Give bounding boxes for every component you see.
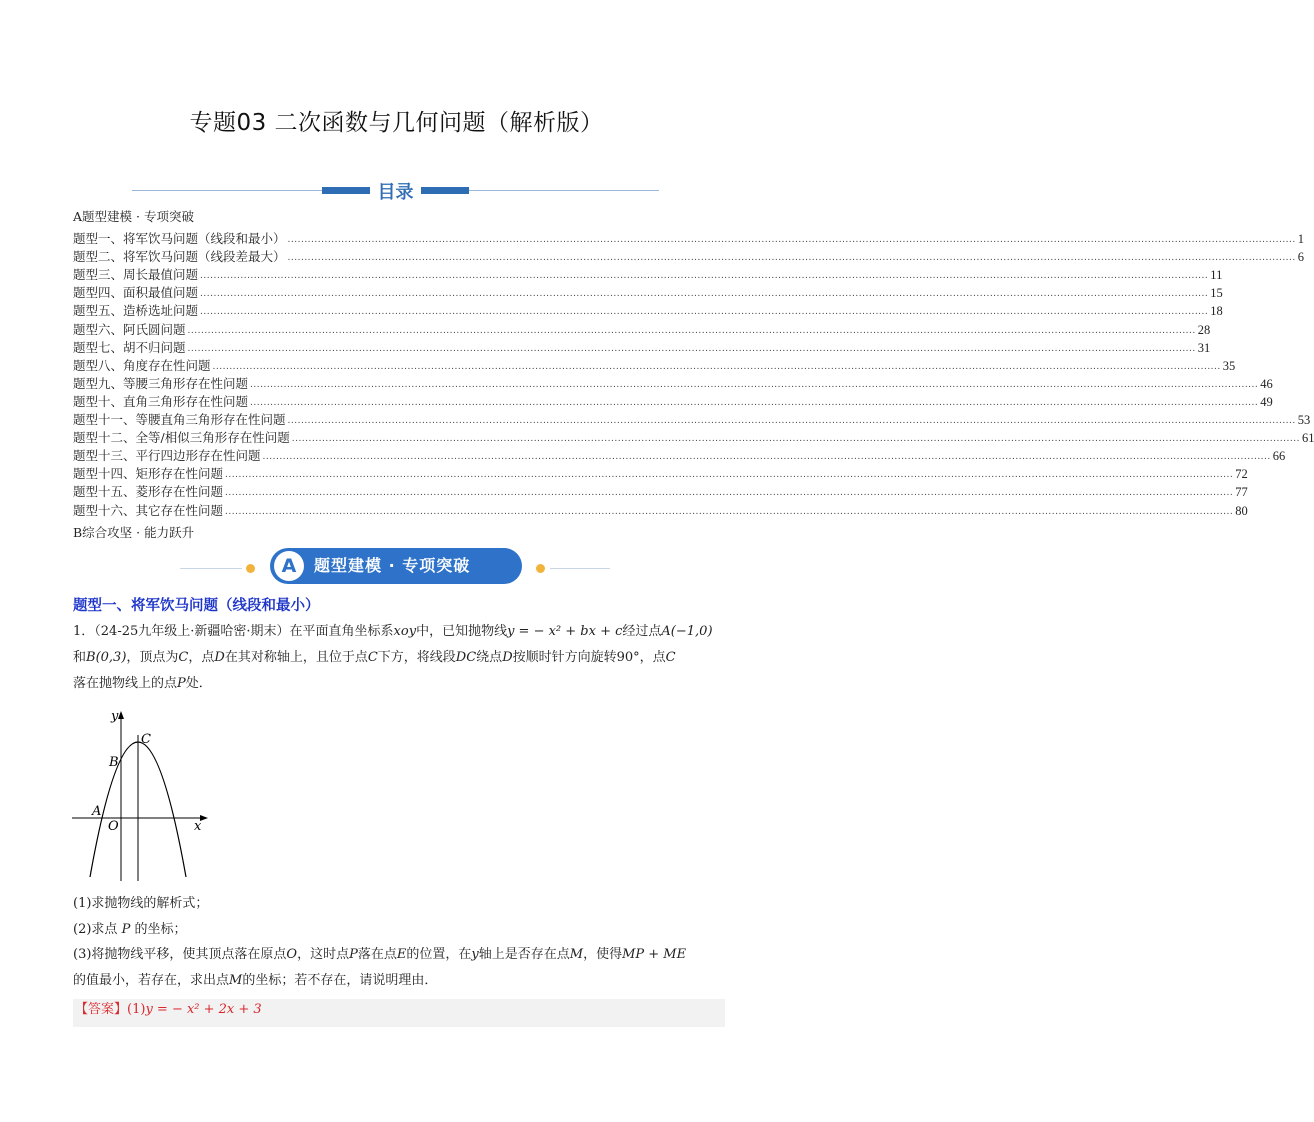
toc-entry-label: 题型五、造桥选址问题 [73,303,199,319]
question-text: (3)将抛物线平移，使其顶点落在原点 [73,947,287,962]
toc-entry[interactable] [73,301,1223,319]
toc-entry[interactable] [73,319,1211,337]
toc-dot-leader: ............................................................................................................................................................................................................................................................................................................ [225,506,1234,517]
toc-entry[interactable] [73,356,1236,374]
question-text: 的坐标； [130,922,187,937]
problem-source: （24-25九年级上·新疆哈密·期末） [94,624,290,639]
toc-dot-leader: ............................................................................................................................................................................................................................................................................................................ [200,271,1209,282]
toc-dot-leader: ............................................................................................................................................................................................................................................................................................................ [291,434,1300,445]
math-p: P [349,947,358,962]
problem-text: ，顶点为 [126,650,179,665]
problem-text: 下方，将线段 [377,650,456,665]
problem-text: ，点 [188,650,215,665]
toc-entry-label: 题型四、面积最值问题 [73,285,199,301]
toc-dot-leader: ............................................................................................................................................................................................................................................................................................................ [225,470,1234,481]
banner-line-left [180,568,242,569]
section-a-label: A题型建模 · 专项突破 [73,209,194,224]
toc-entry-page: 49 [1260,394,1273,409]
question-text: (2)求点 [73,922,122,937]
toc-dot-leader: ............................................................................................................................................................................................................................................................................................................ [287,416,1296,427]
type-heading: 题型一、将军饮马问题（线段和最小） [73,598,320,614]
toc-dot-leader: ............................................................................................................................................................................................................................................................................................................ [262,452,1271,463]
toc-entry-page: 35 [1222,358,1236,373]
question-text: 落在点 [357,947,397,962]
answer-box [73,999,725,1027]
math-xoy: xoy [393,624,417,639]
page-title: 专题03 二次函数与几何问题（解析版） [189,110,604,136]
toc-entry-page: 46 [1260,376,1273,391]
section-b-label: B综合攻坚 · 能力跃升 [73,525,195,540]
problem-text: 处． [185,676,212,691]
toc-entry-page: 1 [1297,232,1305,247]
question-2 [73,918,186,937]
toc-entry[interactable] [73,410,1311,428]
question-text: 轴上是否存在点 [478,947,570,962]
math-e: E [396,947,407,962]
toc-entry-page: 77 [1235,485,1248,500]
label-o: O [108,819,119,834]
math-p: P [121,922,131,937]
problem-statement [73,619,723,697]
toc-dot-leader: ............................................................................................................................................................................................................................................................................................................ [250,379,1259,390]
answer-label: 【答案】 [75,1002,128,1017]
math-p: P [177,676,186,691]
toc-dot-leader: ............................................................................................................................................................................................................................................................................................................ [225,488,1234,499]
math-y: y [471,947,479,962]
math-d: D [502,650,513,665]
problem-text: 在其对称轴上，且位于点 [224,650,368,665]
toc-entry[interactable] [73,283,1223,301]
toc-entry-label: 题型十一、等腰直角三角形存在性问题 [73,412,286,428]
toc-entry-page: 15 [1210,286,1223,301]
problem-number: 1． [73,624,95,639]
toc-entry-page: 31 [1197,340,1211,355]
toc-entry[interactable] [73,247,1305,265]
label-b: B [109,755,119,770]
toc-entry-page: 18 [1210,304,1223,319]
toc-entry-label: 题型九、等腰三角形存在性问题 [73,375,249,391]
math-point-a: A(−1,0) [661,624,713,639]
math-d: D [214,650,225,665]
toc-entry-label: 题型二、将军饮马问题（线段差最大） [73,249,286,265]
toc-entry-label: 题型十五、菱形存在性问题 [73,484,224,500]
question-text: ，使得 [583,947,623,962]
toc-entry-page: 28 [1197,322,1211,337]
question-3 [73,942,723,994]
math-m: M [569,947,584,962]
label-c: C [141,732,151,747]
toc-entry-page: 61 [1301,431,1314,446]
banner-line-right [550,568,610,569]
problem-text: 按顺时针方向旋转90°，点 [512,650,666,665]
banner-text: 题型建模 · 专项突破 [314,556,471,575]
toc-entry-label: 题型三、周长最值问题 [73,267,199,283]
toc-entry-label: 题型七、胡不归问题 [73,339,186,355]
toc-dot-leader: ............................................................................................................................................................................................................................................................................................................ [187,343,1196,354]
y-axis-arrow-icon [118,711,124,719]
toc-entry[interactable] [73,482,1248,500]
question-text: 的坐标；若不存在，请说明理由． [242,973,438,988]
toc-heading [132,178,659,202]
math-dc: DC [455,650,477,665]
toc-entry-page: 53 [1297,413,1311,428]
label-y: y [111,709,119,724]
toc-entry-label: 题型十、直角三角形存在性问题 [73,393,249,409]
toc-entry-label: 题型十三、平行四边形存在性问题 [73,448,261,464]
banner-letter: A [274,551,304,581]
problem-text: 绕点 [476,650,503,665]
answer-expression: y = − x² + 2x + 3 [145,1002,262,1017]
question-text: 的值最小，若存在，求出点 [73,973,230,988]
problem-text: 中，已知抛物线 [416,624,508,639]
toc-entry-page: 6 [1297,250,1305,265]
toc-entry[interactable] [73,392,1273,410]
problem-text: 和 [73,650,87,665]
toc-entry[interactable] [73,500,1248,518]
toc-dot-leader: ............................................................................................................................................................................................................................................................................................................ [200,289,1209,300]
toc-entry-label: 题型八、角度存在性问题 [73,357,211,373]
toc-entry-page: 11 [1210,268,1223,283]
toc-dot-leader: ............................................................................................................................................................................................................................................................................................................ [287,253,1296,264]
parabola-graph [70,705,210,885]
label-a: A [92,804,102,819]
toc-entry[interactable] [73,374,1273,392]
toc-entry[interactable] [73,446,1286,464]
toc-heading-text: 目录 [377,182,414,203]
toc-dot-leader: ............................................................................................................................................................................................................................................................................................................ [212,361,1221,372]
toc-entry[interactable] [73,464,1248,482]
toc-entry-page: 80 [1235,503,1248,518]
math-c: C [178,650,189,665]
math-c: C [367,650,378,665]
math-m: M [229,973,243,988]
answer-text: (1) [127,1002,146,1017]
banner-dot-right [536,564,545,573]
banner-dot-left [246,564,255,573]
question-text: ，这时点 [297,947,350,962]
question-1: (1)求抛物线的解析式； [73,896,209,911]
toc-entry-page: 72 [1235,467,1248,482]
problem-text: 经过点 [622,624,662,639]
toc-entry[interactable] [73,428,1314,446]
toc-dot-leader: ............................................................................................................................................................................................................................................................................................................ [200,307,1209,318]
table-of-contents [73,229,1314,519]
toc-entry-label: 题型十四、矩形存在性问题 [73,466,224,482]
toc-entry-label: 题型六、阿氏圆问题 [73,321,186,337]
problem-text: 落在抛物线上的点 [73,676,178,691]
toc-dot-leader: ............................................................................................................................................................................................................................................................................................................ [187,325,1196,336]
toc-entry-page: 66 [1272,449,1286,464]
toc-entry[interactable] [73,265,1223,283]
label-x: x [194,819,202,834]
toc-dot-leader: ............................................................................................................................................................................................................................................................................................................ [250,397,1259,408]
math-parabola: y = − x² + bx + c [507,624,623,639]
problem-text: 在平面直角坐标系 [289,624,394,639]
math-mp-me: MP + ME [622,947,687,962]
toc-entry-label: 题型十二、全等/相似三角形存在性问题 [73,430,290,446]
toc-entry[interactable] [73,229,1305,247]
math-point-b: B(0,3) [86,650,127,665]
question-text: 的位置，在 [406,947,472,962]
section-banner [180,546,610,586]
toc-entry[interactable] [73,338,1211,356]
toc-entry-label: 题型十六、其它存在性问题 [73,502,224,518]
math-o: O [286,947,298,962]
math-c: C [665,650,676,665]
toc-entry-label: 题型一、将军饮马问题（线段和最小） [73,231,286,247]
toc-dot-leader: ............................................................................................................................................................................................................................................................................................................ [287,235,1296,246]
